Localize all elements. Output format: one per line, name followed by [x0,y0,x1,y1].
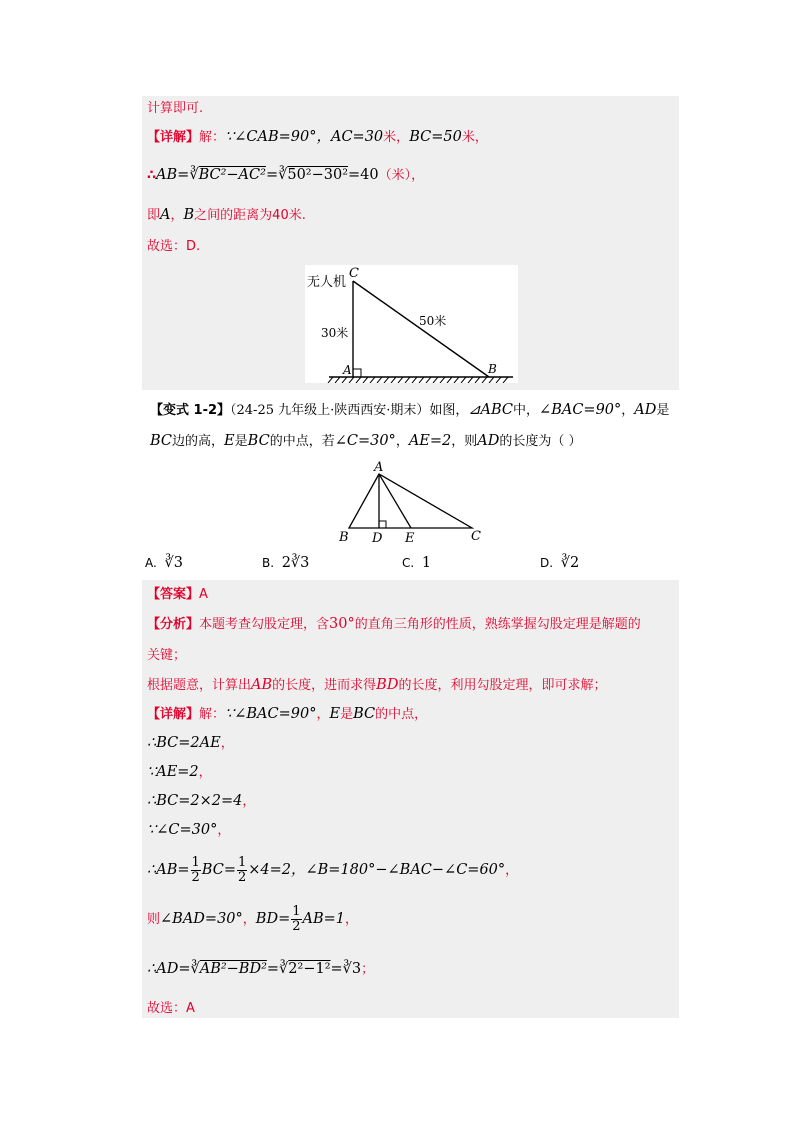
detail-line: 【详解】解：∵∠BAC=90°，E是BC的中点， [147,706,428,722]
option-a[interactable]: A. ∛3 [145,555,183,571]
answer-line: 【答案】A [147,587,208,602]
step-7: ∴AD=∛AB²−BD²=∛2²−1²=∛3； [147,961,375,977]
analysis-line-1: 【分析】本题考查勾股定理，含30°的直角三角形的性质，熟练掌握勾股定理是解题的 [147,616,641,632]
point-e-label: E [405,531,415,546]
question-line-1: 【变式 1-2】（24-25 九年级上·陕西西安·期末）如图，⊿ABC中，∠BAC=90°，AD是 [150,402,670,418]
step-6: 则∠BAD=30°，BD= $\frac{1}{2}$ AB=1， [147,904,359,934]
vertex-c-label: C [471,529,481,544]
analysis-line-2: 关键； [147,648,187,663]
triangle-abc [349,474,472,528]
vertex-b-label: B [339,530,349,545]
step-1: ∴BC=2AE， [147,735,234,751]
point-d-label: D [372,531,383,546]
figure-triangle-abc [330,458,490,546]
final-answer: 故选：A [147,1001,195,1016]
option-b[interactable]: B. 2∛3 [262,555,310,571]
step-5: ∴AB= $\frac{1}{2}$ BC= $\frac{1}{2}$ ×4=2，∠B=180°−∠BAC−∠C=60°， [147,855,519,885]
hypotenuse-label: 50米 [419,314,447,328]
height-label: 30米 [321,326,349,340]
prev-detail: 【详解】解：∵∠CAB=90°，AC=30米，BC=50米， [147,129,488,145]
prev-tail: 计算即可. [147,101,204,116]
prev-calc: ∴AB=∛BC²−AC²=∛50²−30²=40（米）， [147,167,425,183]
figure-drone-triangle [305,265,518,383]
prev-conclusion: 即A，B之间的距离为40米. [147,207,306,223]
median-ae [379,474,411,528]
option-c[interactable]: C. 1 [402,555,432,571]
vertex-c-label: C [349,266,359,281]
question-line-2: BC边的高，E是BC的中点，若∠C=30°，AE=2，则AD的长度为（ ） [150,433,582,449]
fraction-half: $\frac{1}{2}$ [237,855,247,885]
step-4: ∵∠C=30°， [147,822,231,838]
vertex-a-label: A [343,363,352,377]
option-d[interactable]: D. ∛2 [540,555,580,571]
vertex-b-label: B [488,362,497,376]
plan-line: 根据题意，计算出AB的长度，进而求得BD的长度，利用勾股定理，即可求解； [147,677,607,693]
drone-label: 无人机 [307,275,347,290]
right-angle-mark-d [379,521,386,528]
step-2: ∵AE=2， [147,764,212,780]
fraction-half: $\frac{1}{2}$ [191,855,200,885]
prev-answer: 故选：D. [147,239,201,254]
vertex-a-label: A [374,460,384,475]
step-3: ∴BC=2×2=4， [147,793,256,809]
fraction-half: $\frac{1}{2}$ [292,904,301,934]
